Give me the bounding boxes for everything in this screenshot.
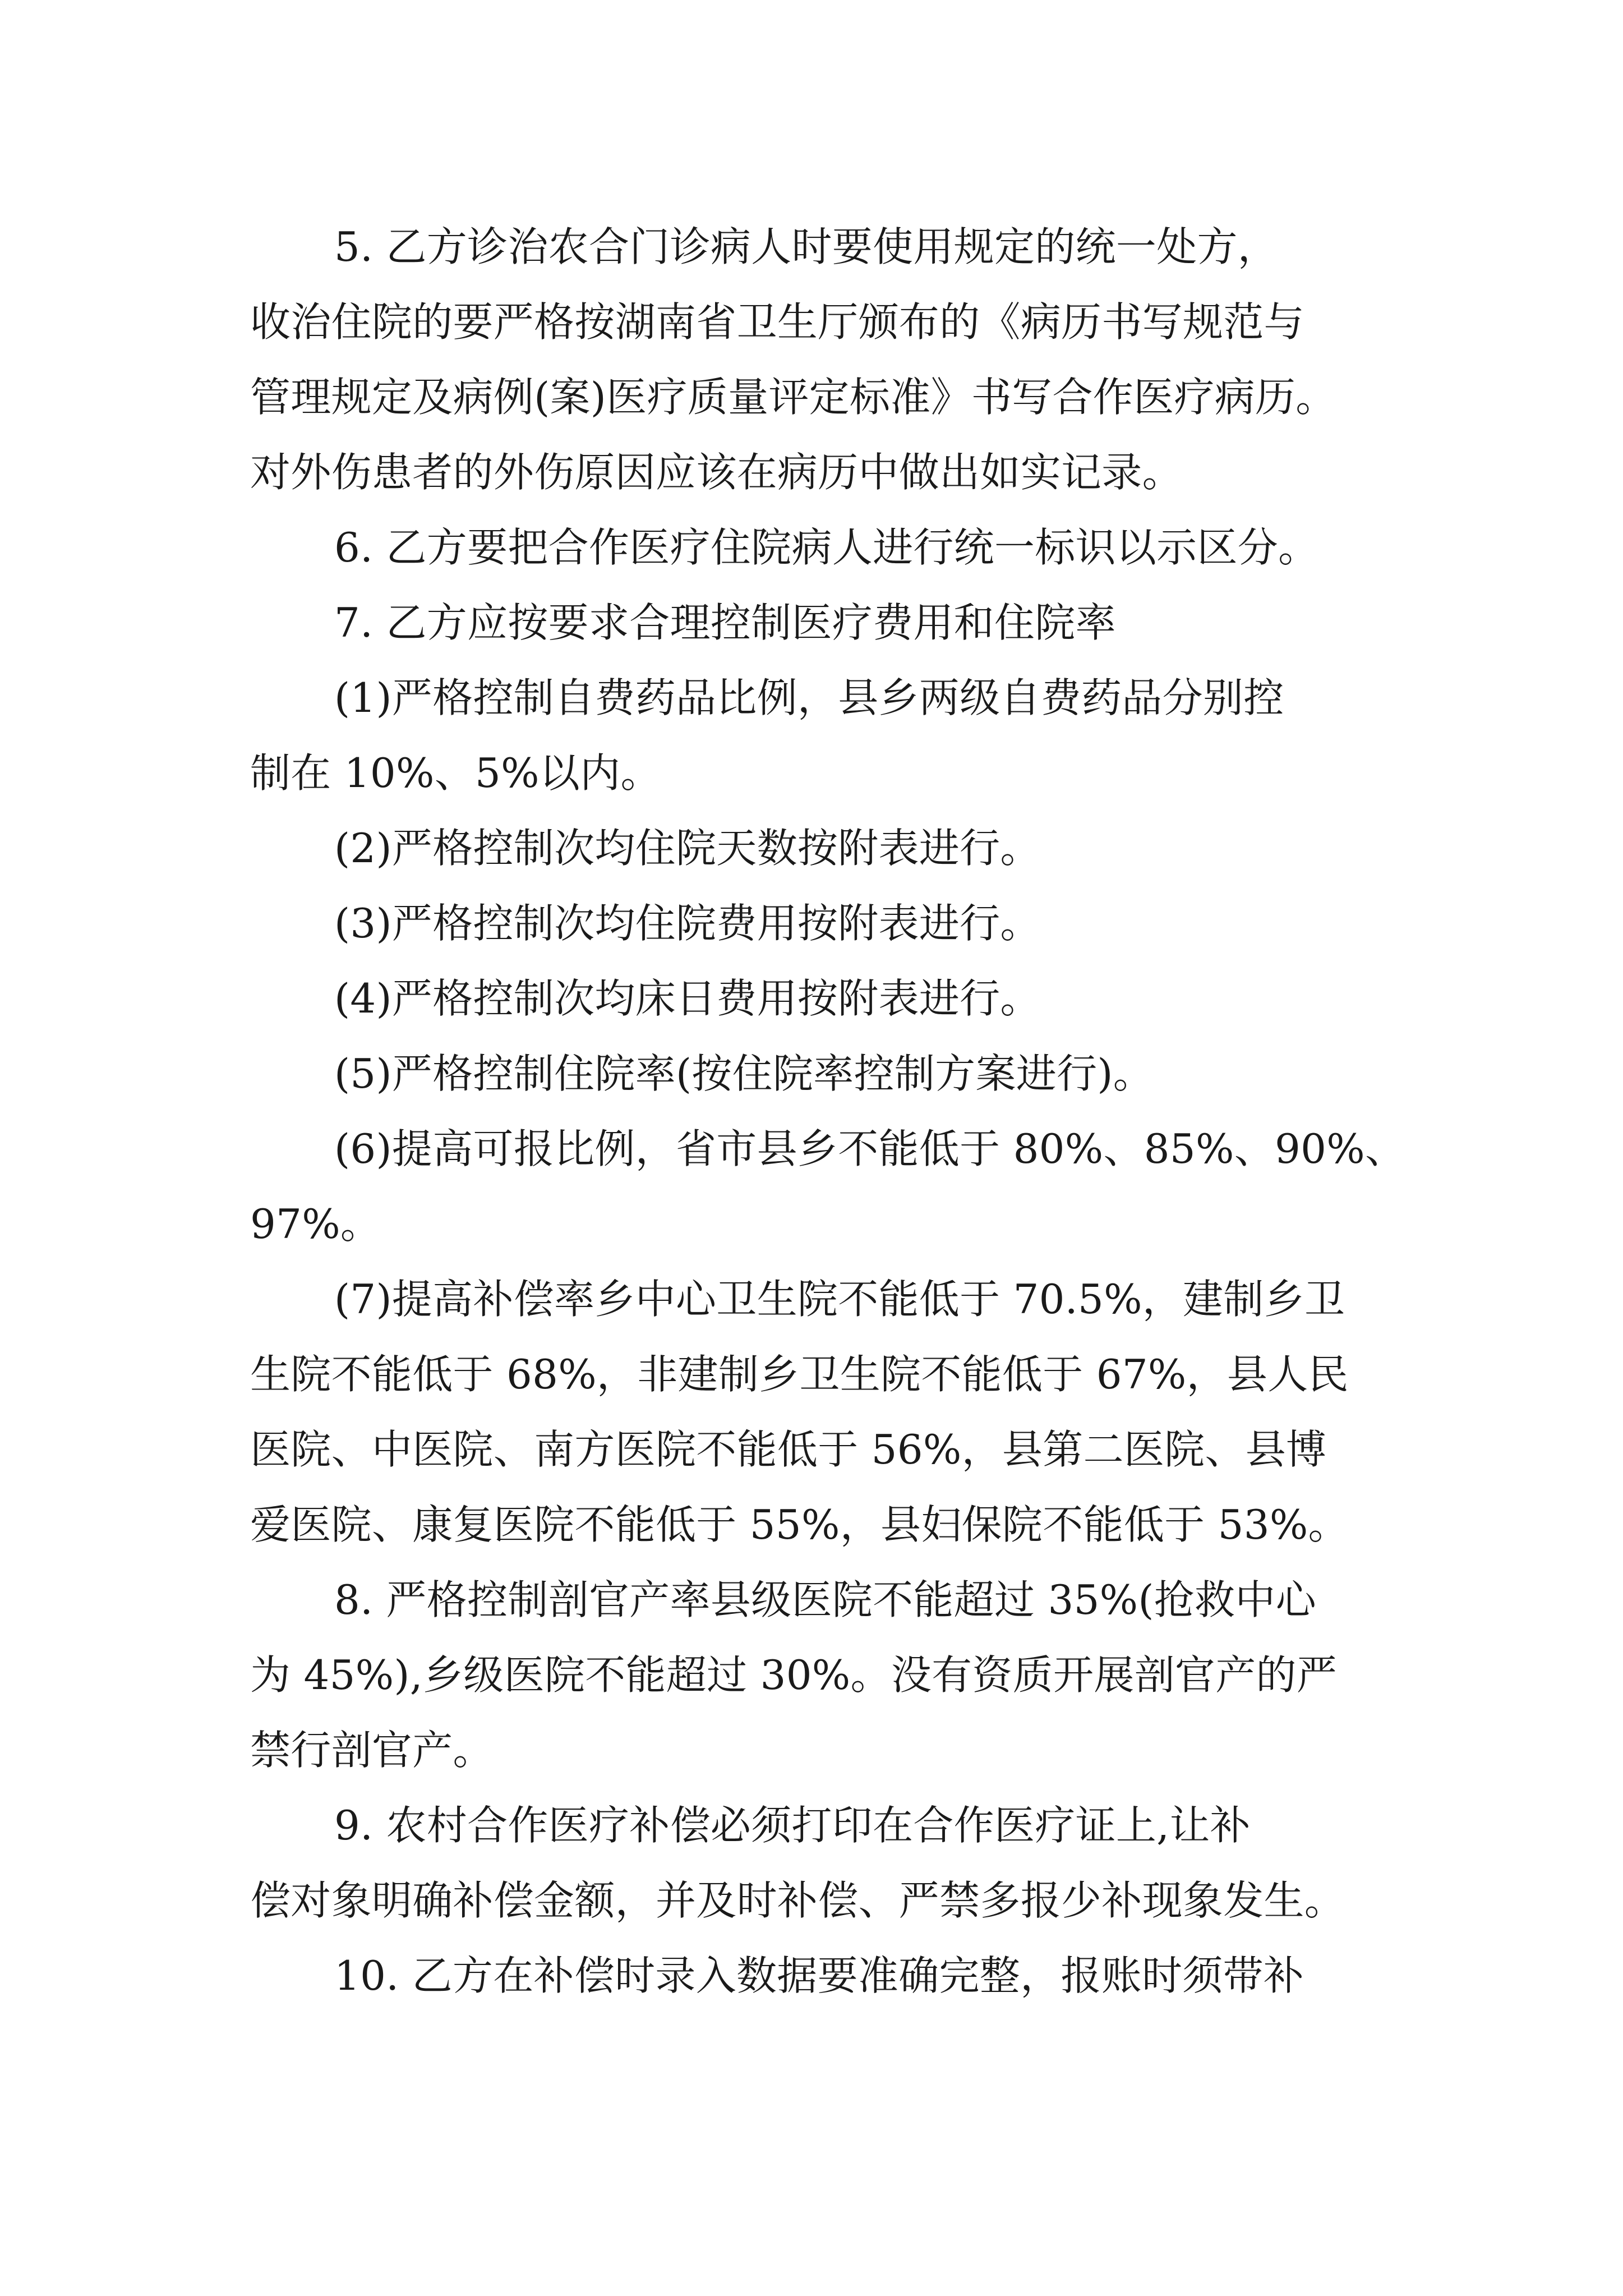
text-line: 为 45%),乡级医院不能超过 30%。没有资质开展剖官产的严 [250, 1651, 1338, 1699]
text-line: 生院不能低于 68%，非建制乡卫生院不能低于 67%，县人民 [250, 1351, 1349, 1398]
text-line: 医院、中医院、南方医院不能低于 56%，县第二医院、县博 [250, 1426, 1327, 1473]
text-line: (3)严格控制次均住院费用按附表进行。 [334, 900, 1041, 947]
text-line: 9. 农村合作医疗补偿必须打印在合作医疗证上,让补 [334, 1802, 1251, 1849]
text-line: 5. 乙方诊治农合门诊病人时要使用规定的统一处方， [334, 223, 1279, 270]
text-line: (5)严格控制住院率(按住院率控制方案进行)。 [334, 1050, 1154, 1097]
text-line: 10. 乙方在补偿时录入数据要准确完整，报账时须带补 [334, 1952, 1304, 1999]
text-line: 97%。 [250, 1200, 381, 1248]
text-line: (6)提高可报比例，省市县乡不能低于 80%、85%、90%、 [334, 1125, 1406, 1172]
text-line: 7. 乙方应按要求合理控制医疗费用和住院率 [334, 599, 1116, 646]
text-line: (2)严格控制次均住院天数按附表进行。 [334, 825, 1041, 872]
text-line: 爱医院、康复医院不能低于 55%，县妇保院不能低于 53%。 [250, 1501, 1349, 1548]
text-line: 收治住院的要严格按湖南省卫生厅颁布的《病历书写规范与 [250, 298, 1304, 346]
text-line: 6. 乙方要把合作医疗住院病人进行统一标识以示区分。 [334, 524, 1319, 571]
text-line: 禁行剖官产。 [250, 1727, 494, 1774]
text-line: (7)提高补偿率乡中心卫生院不能低于 70.5%，建制乡卫 [334, 1276, 1345, 1323]
text-line: 8. 严格控制剖官产率县级医院不能超过 35%(抢救中心 [334, 1576, 1316, 1623]
text-line: (1)严格控制自费药品比例，县乡两级自费药品分别控 [334, 674, 1284, 721]
text-line: 偿对象明确补偿金额，并及时补偿、严禁多报少补现象发生。 [250, 1877, 1345, 1924]
text-line: 管理规定及病例(案)医疗质量评定标准》书写合作医疗病历。 [250, 374, 1336, 421]
text-line: (4)严格控制次均床日费用按附表进行。 [334, 975, 1041, 1022]
text-line: 制在 10%、5%以内。 [250, 749, 661, 797]
text-line: 对外伤患者的外伤原因应该在病历中做出如实记录。 [250, 449, 1183, 496]
